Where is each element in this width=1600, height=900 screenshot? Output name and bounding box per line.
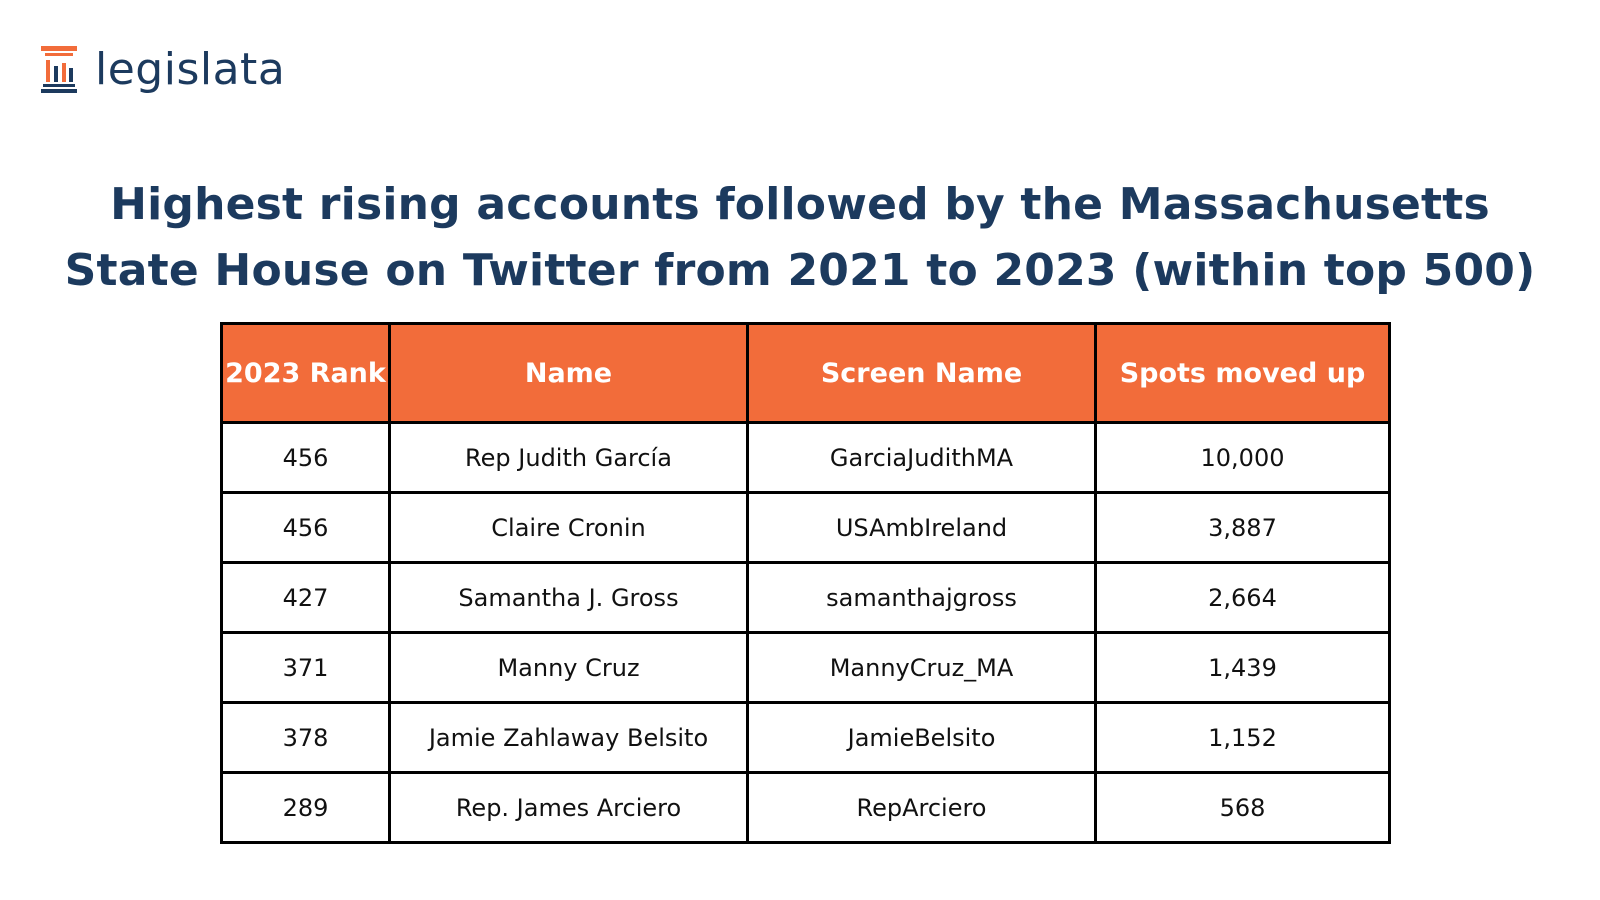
table-row: [222, 773, 1390, 843]
cell-name: Rep Judith García: [390, 423, 748, 493]
column-header-name: Name: [390, 324, 748, 423]
cell-rank: 427: [222, 563, 390, 633]
cell-spots-moved-up: 10,000: [1096, 423, 1390, 493]
table-header-row: [222, 324, 1390, 423]
cell-screen-name: JamieBelsito: [748, 703, 1096, 773]
table-row: [222, 493, 1390, 563]
brand-name: legislata: [95, 44, 286, 95]
brand-header: [41, 40, 285, 100]
rising-accounts-table: [220, 322, 1391, 844]
cell-name: Manny Cruz: [390, 633, 748, 703]
cell-screen-name: GarciaJudithMA: [748, 423, 1096, 493]
cell-rank: 378: [222, 703, 390, 773]
cell-screen-name: samanthajgross: [748, 563, 1096, 633]
table-row: [222, 633, 1390, 703]
title-line-1: Highest rising accounts followed by the Massachusetts: [110, 179, 1490, 231]
cell-screen-name: MannyCruz_MA: [748, 633, 1096, 703]
table-row: [222, 703, 1390, 773]
cell-rank: 456: [222, 493, 390, 563]
cell-name: Samantha J. Gross: [390, 563, 748, 633]
cell-name: Jamie Zahlaway Belsito: [390, 703, 748, 773]
cell-rank: 456: [222, 423, 390, 493]
title-line-2: State House on Twitter from 2021 to 2023 (within top 500): [64, 245, 1536, 297]
cell-rank: 289: [222, 773, 390, 843]
table-row: [222, 563, 1390, 633]
cell-name: Claire Cronin: [390, 493, 748, 563]
cell-name: Rep. James Arciero: [390, 773, 748, 843]
capitol-columns-icon: [41, 46, 77, 94]
page-title: [60, 172, 1540, 304]
cell-screen-name: RepArciero: [748, 773, 1096, 843]
column-header-screen-name: Screen Name: [748, 324, 1096, 423]
table-row: [222, 423, 1390, 493]
cell-rank: 371: [222, 633, 390, 703]
cell-spots-moved-up: 3,887: [1096, 493, 1390, 563]
cell-screen-name: USAmbIreland: [748, 493, 1096, 563]
cell-spots-moved-up: 1,152: [1096, 703, 1390, 773]
column-header-spots-moved-up: Spots moved up: [1096, 324, 1390, 423]
cell-spots-moved-up: 1,439: [1096, 633, 1390, 703]
column-header-rank: 2023 Rank: [222, 324, 390, 423]
cell-spots-moved-up: 2,664: [1096, 563, 1390, 633]
cell-spots-moved-up: 568: [1096, 773, 1390, 843]
